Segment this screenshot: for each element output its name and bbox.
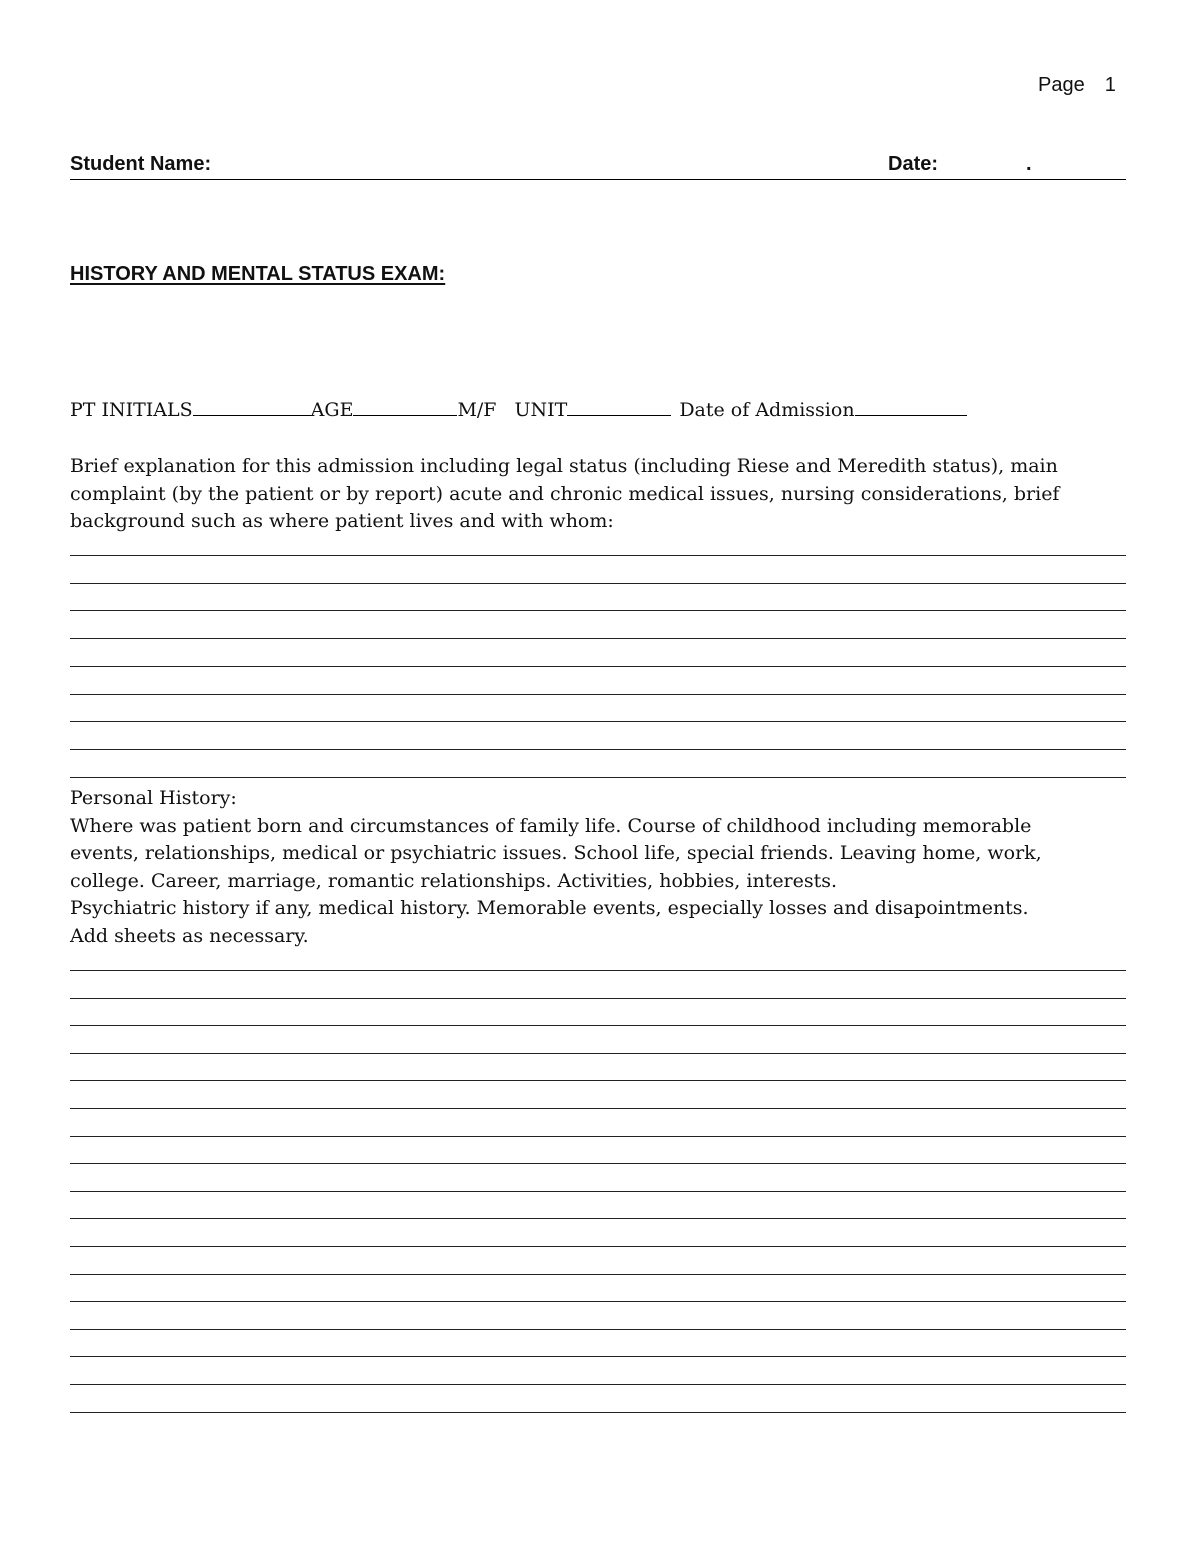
answer-line — [70, 1163, 1126, 1164]
answer-line — [70, 1108, 1126, 1109]
answer-line — [70, 1356, 1126, 1357]
answer-line — [70, 638, 1126, 639]
page-label: Page — [1038, 74, 1085, 96]
brief-line: complaint (by the patient or by report) acute and chronic medical issues, nursing considerations, brief — [70, 482, 1060, 505]
personal-history-line: Add sheets as necessary. — [70, 924, 309, 947]
section-title: HISTORY AND MENTAL STATUS EXAM: — [70, 263, 446, 285]
patient-info-row — [70, 399, 967, 421]
answer-line — [70, 583, 1126, 584]
personal-history-line: Psychiatric history if any, medical history. Memorable events, especially losses and disapointments. — [70, 897, 1029, 919]
answer-line — [70, 555, 1126, 556]
brief-line: background such as where patient lives and with whom: — [70, 510, 614, 532]
answer-line — [70, 1136, 1126, 1137]
answer-line — [70, 970, 1126, 971]
brief-explanation-text — [70, 453, 1126, 536]
answer-line — [70, 749, 1126, 750]
answer-line — [70, 1080, 1126, 1081]
answer-line — [70, 1301, 1126, 1302]
personal-history-heading: Personal History: — [70, 787, 237, 809]
unit-blank — [567, 414, 671, 416]
age-label: AGE — [310, 399, 354, 421]
brief-line: Brief explanation for this admission including legal status (including Riese and Meredith status), main — [70, 455, 1058, 477]
date-label: Date: — [888, 153, 939, 175]
answer-line — [70, 694, 1126, 695]
answer-line — [70, 1329, 1126, 1330]
answer-line — [70, 1274, 1126, 1275]
personal-history-text — [70, 785, 1126, 950]
answer-line — [70, 1384, 1126, 1385]
page-number-value: 1 — [1104, 74, 1116, 96]
answer-line — [70, 1191, 1126, 1192]
age-blank — [353, 414, 457, 416]
date-separator: . — [1026, 153, 1032, 175]
student-header-row — [70, 153, 1126, 180]
student-name-label: Student Name: — [70, 153, 212, 175]
sex-label: M/F — [457, 399, 497, 421]
answer-line — [70, 777, 1126, 778]
answer-line — [70, 998, 1126, 999]
answer-line — [70, 1025, 1126, 1026]
answer-line — [70, 721, 1126, 722]
page-number — [1038, 74, 1116, 97]
pt-initials-label: PT INITIALS — [70, 399, 193, 421]
answer-line — [70, 1053, 1126, 1054]
answer-line — [70, 1218, 1126, 1219]
admission-date-blank — [855, 414, 967, 416]
answer-line — [70, 666, 1126, 667]
personal-history-line: college. Career, marriage, romantic relationships. Activities, hobbies, interests. — [70, 869, 838, 892]
answer-line — [70, 1246, 1126, 1247]
answer-line — [70, 610, 1126, 611]
admission-date-label: Date of Admission — [679, 399, 855, 421]
personal-history-line: Where was patient born and circumstances of family life. Course of childhood including memorable — [70, 814, 1032, 837]
unit-label: UNIT — [514, 399, 568, 421]
pt-initials-blank — [193, 414, 311, 416]
personal-history-line: events, relationships, medical or psychiatric issues. School life, special friends. Leaving home, work, — [70, 842, 1042, 864]
answer-line — [70, 1412, 1126, 1413]
